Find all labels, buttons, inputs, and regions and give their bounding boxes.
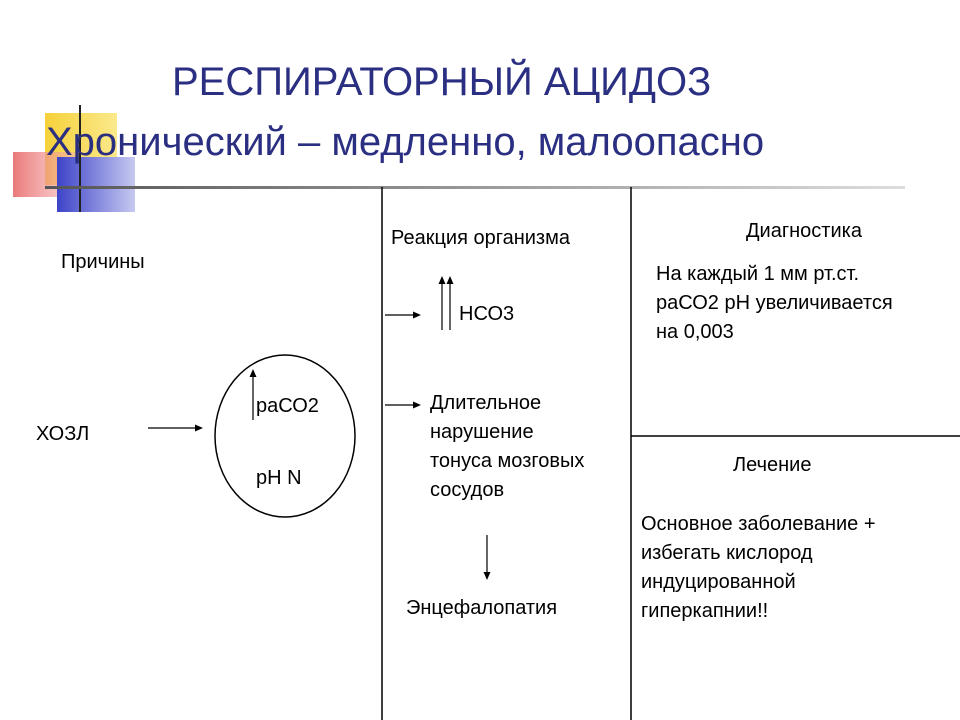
diagnostics-line: На каждый 1 мм рт.ст.	[656, 263, 860, 285]
title-line-2: Хронический – медленно, малоопасно	[46, 120, 765, 164]
reaction-hco3: НСО3	[459, 303, 515, 325]
reaction-vascular	[430, 389, 584, 505]
hco3-up-arrow-2-head	[447, 276, 454, 284]
deco-blue-square	[57, 157, 135, 212]
state-ellipse	[215, 355, 355, 517]
treatment-line: гиперкапнии!!	[641, 600, 769, 622]
reaction-header: Реакция организма	[391, 227, 570, 249]
diagnostics-header: Диагностика	[746, 220, 862, 242]
paco2-up-arrow-head	[250, 369, 257, 377]
vascular-line: Длительное	[430, 392, 542, 414]
vascular-line: нарушение	[430, 421, 534, 443]
causes-header: Причины	[61, 251, 145, 273]
title-line-1: РЕСПИРАТОРНЫЙ АЦИДОЗ	[172, 60, 712, 104]
treatment-line: избегать кислород	[641, 542, 813, 564]
treatment-header: Лечение	[733, 454, 812, 476]
diagnostics-line: на 0,003	[656, 321, 734, 343]
state-ph: pH N	[256, 467, 302, 489]
treatment-line: индуцированной	[641, 571, 796, 593]
title-underline	[45, 186, 905, 189]
arrow-cause-head	[195, 425, 203, 432]
vascular-line: сосудов	[430, 479, 505, 501]
arrow-down-head	[484, 572, 491, 580]
state-paco2: раСО2	[256, 395, 319, 417]
arrow-vascular-head	[413, 402, 421, 409]
diagnostics-text	[656, 260, 893, 347]
arrow-hco3-head	[413, 312, 421, 319]
treatment-line: Основное заболевание +	[641, 513, 876, 535]
reaction-result: Энцефалопатия	[406, 597, 558, 619]
treatment-text	[641, 510, 876, 626]
cause-item: ХОЗЛ	[36, 423, 90, 445]
hco3-up-arrow-1-head	[439, 276, 446, 284]
vascular-line: тонуса мозговых	[430, 450, 585, 472]
diagnostics-line: раСО2 рН увеличивается	[656, 292, 893, 314]
